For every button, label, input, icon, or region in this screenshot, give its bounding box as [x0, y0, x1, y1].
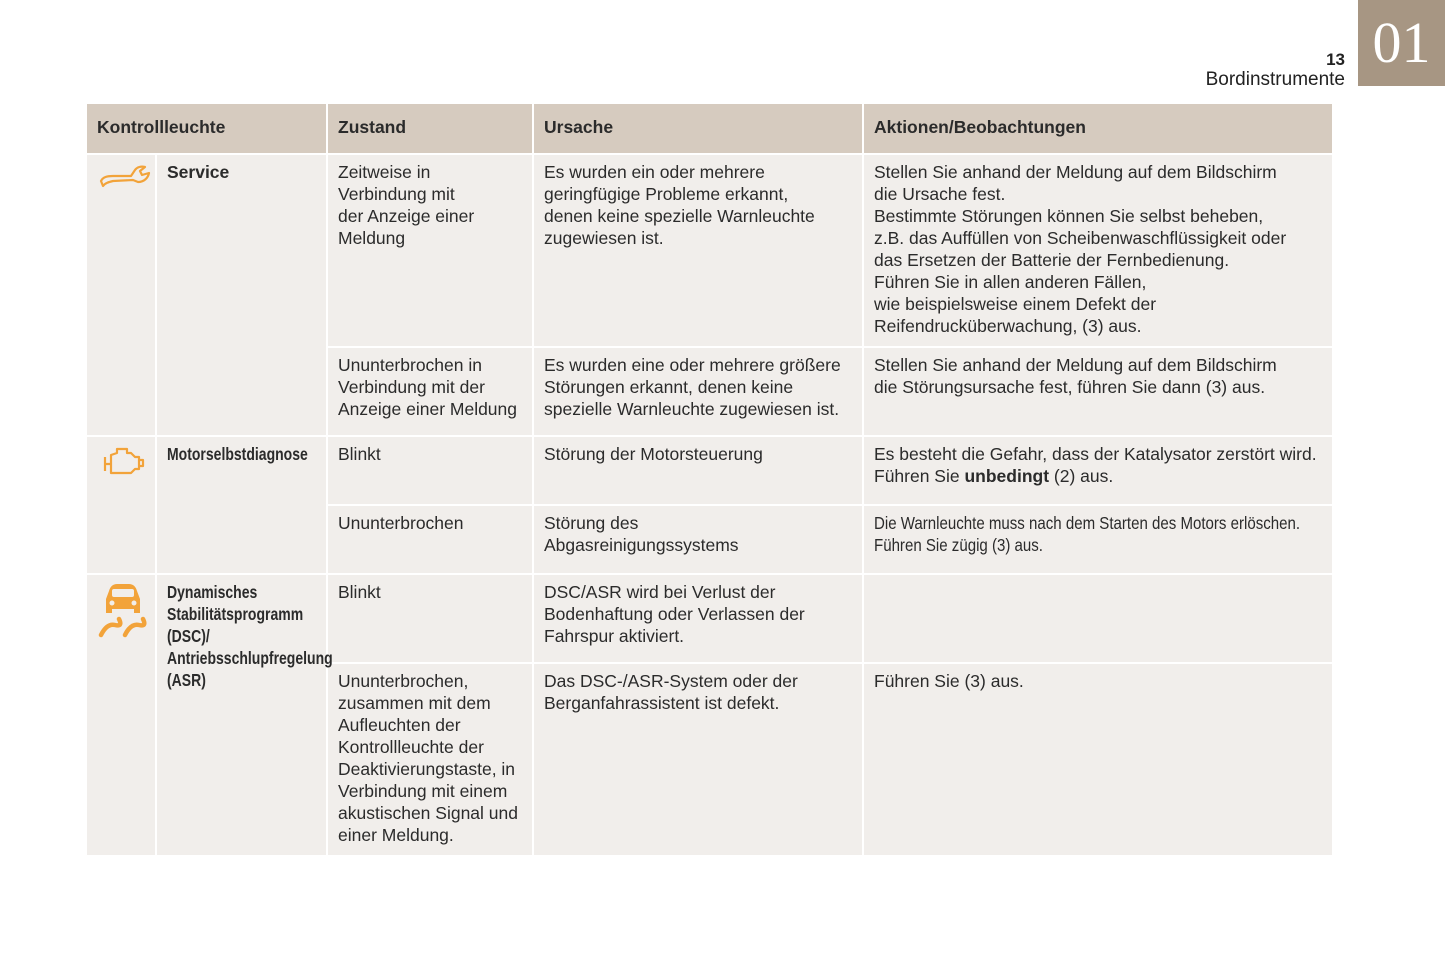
- action-cell: Stellen Sie anhand der Meldung auf dem Bildschirm die Störungsursache fest, führen Sie dann (3) aus.: [863, 347, 1333, 436]
- state-cell: Ununterbrochen, zusammen mit dem Aufleuchten der Kontrollleuchte der Deaktivierungstaste, in Verbindung mit einem akustischen Signal und einer Meldung.: [327, 663, 533, 856]
- state-cell: Zeitweise in Verbindung mit der Anzeige einer Meldung: [327, 154, 533, 347]
- cause-cell: DSC/ASR wird bei Verlust der Bodenhaftung oder Verlassen der Fahrspur aktiviert.: [533, 574, 863, 663]
- state-cell: Blinkt: [327, 436, 533, 505]
- dsc-icon-cell: [86, 574, 156, 856]
- cause-cell: Es wurden ein oder mehrere geringfügige Probleme erkannt, denen keine spezielle Warnleuchte zugewiesen ist.: [533, 154, 863, 347]
- cause-cell: Störung der Motorsteuerung: [533, 436, 863, 505]
- state-cell: Ununterbrochen: [327, 505, 533, 574]
- action-cell: Die Warnleuchte muss nach dem Starten des Motors erlöschen. Führen Sie zügig (3) aus.: [863, 505, 1333, 574]
- engine-name-cell: [156, 436, 327, 574]
- service-icon-cell: [86, 154, 156, 436]
- table-row: [86, 154, 1333, 347]
- engine-icon: [97, 443, 147, 481]
- column-header-indicator: Kontrollleuchte: [86, 103, 327, 154]
- skidding-car-icon: [97, 581, 149, 639]
- action-cell: Es besteht die Gefahr, dass der Katalysator zerstört wird. Führen Sie unbedingt (2) aus.: [863, 436, 1333, 505]
- action-cell: [863, 574, 1333, 663]
- indicator-name: Motorselbstdiagnose: [167, 444, 308, 464]
- cause-cell: Es wurden eine oder mehrere größere Störungen erkannt, denen keine spezielle Warnleuchte zugewiesen ist.: [533, 347, 863, 436]
- warning-lights-table: [85, 102, 1334, 857]
- indicator-name: Service: [167, 162, 230, 182]
- column-header-cause: Ursache: [533, 103, 863, 154]
- table-row: [86, 436, 1333, 505]
- table-header-row: [86, 103, 1333, 154]
- action-cell: Führen Sie (3) aus.: [863, 663, 1333, 856]
- action-cell: Stellen Sie anhand der Meldung auf dem Bildschirm die Ursache fest. Bestimmte Störungen können Sie selbst beheben, z.B. das Auffüllen von Scheibenwaschflüssigkeit oder das Ersetzen der Batterie der Fernbedienung. Führen Sie in allen anderen Fällen, wie beispielsweise einem Defekt der Reifendrucküberwachung, (3) aus.: [863, 154, 1333, 347]
- column-header-actions: Aktionen/Beobachtungen: [863, 103, 1333, 154]
- state-cell: Ununterbrochen in Verbindung mit der Anzeige einer Meldung: [327, 347, 533, 436]
- wrench-icon: [97, 161, 153, 191]
- page-number: 13: [1326, 50, 1345, 69]
- column-header-state: Zustand: [327, 103, 533, 154]
- engine-icon-cell: [86, 436, 156, 574]
- cause-cell: Störung des Abgasreinigungssystems: [533, 505, 863, 574]
- cause-cell: Das DSC-/ASR-System oder der Berganfahrassistent ist defekt.: [533, 663, 863, 856]
- service-name-cell: [156, 154, 327, 436]
- table-row: [86, 574, 1333, 663]
- section-title: Bordinstrumente: [1205, 69, 1345, 90]
- state-cell: Blinkt: [327, 574, 533, 663]
- dsc-name-cell: Dynamisches Stabilitätsprogramm (DSC)/ Antriebsschlupfregelung (ASR): [156, 574, 327, 856]
- chapter-tab: 01: [1358, 0, 1445, 86]
